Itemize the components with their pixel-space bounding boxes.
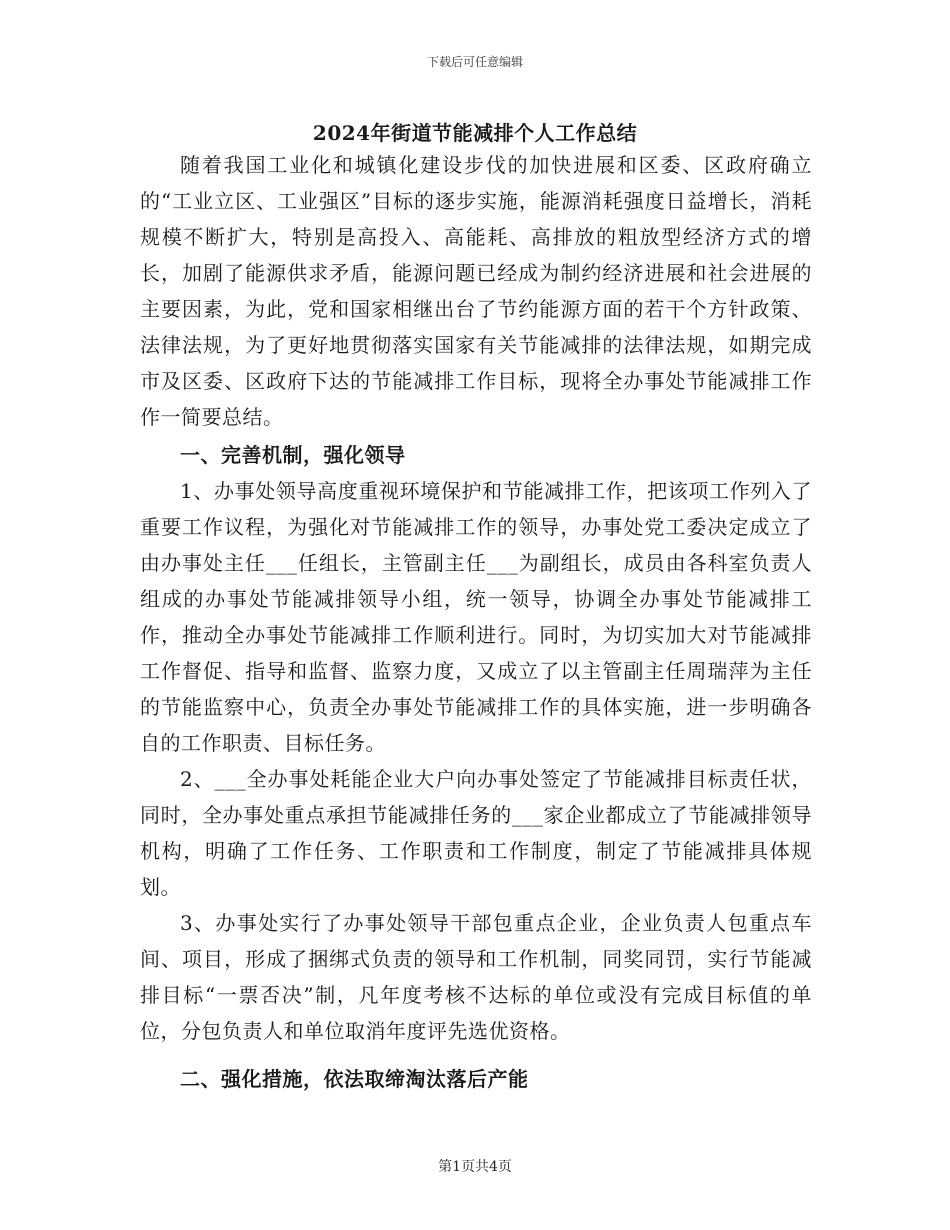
body-paragraph-2: 2、___全办事处耗能企业大户向办事处签定了节能减排目标责任状，同时，全办事处重点承担节能减排任务的___家企业都成立了节能减排领导机构，明确了工作任务、工作职责和工作制度，制定了节能减排具体规划。 — [140, 767, 812, 899]
intro-paragraph: 随着我国工业化和城镇化建设步伐的加快进展和区委、区政府确立的“工业立区、工业强区”目标的逐步实施，能源消耗强度日益增长，消耗规模不断扩大，特别是高投入、高能耗、高排放的粗放型经济方式的增长，加剧了能源供求矛盾，能源问题已经成为制约经济进展和社会进展的主要因素，为此，党和国家相继出台了节约能源方面的若干个方针政策、法律法规，为了更好地贯彻落实国家有关节能减排的法律法规，如期完成市及区委、区政府下达的节能减排工作目标，现将全办事处节能减排工作作一简要总结。 — [140, 153, 812, 429]
document-body — [140, 147, 812, 1097]
header-note: 下载后可任意编辑 — [426, 55, 523, 69]
document-title: 2024年街道节能减排个人工作总结 — [312, 121, 638, 145]
section-heading-2: 二、强化措施，依法取缔淘汰落后产能 — [180, 1067, 529, 1091]
page-number: 第1页共4页 — [438, 1159, 512, 1175]
body-paragraph-1: 1、办事处领导高度重视环境保护和节能减排工作，把该项工作列入了重要工作议程，为强化对节能减排工作的领导，办事处党工委决定成立了由办事处主任___任组长，主管副主任___为副组长，成员由各科室负责人组成的办事处节能减排领导小组，统一领导，协调全办事处节能减排工作，推动全办事处节能减排工作顺利进行。同时，为切实加大对节能减排工作督促、指导和监督、监察力度，又成立了以主管副主任周瑞萍为主任的节能监察中心，负责全办事处节能减排工作的具体实施，进一步明确各自的工作职责、目标任务。 — [140, 479, 812, 755]
section-heading-1: 一、完善机制，强化领导 — [180, 443, 406, 467]
body-paragraph-3: 3、办事处实行了办事处领导干部包重点企业，企业负责人包重点车间、项目，形成了捆绑式负责的领导和工作机制，同奖同罚，实行节能减排目标“一票否决”制，凡年度考核不达标的单位或没有完成目标值的单位，分包负责人和单位取消年度评先选优资格。 — [140, 911, 812, 1043]
